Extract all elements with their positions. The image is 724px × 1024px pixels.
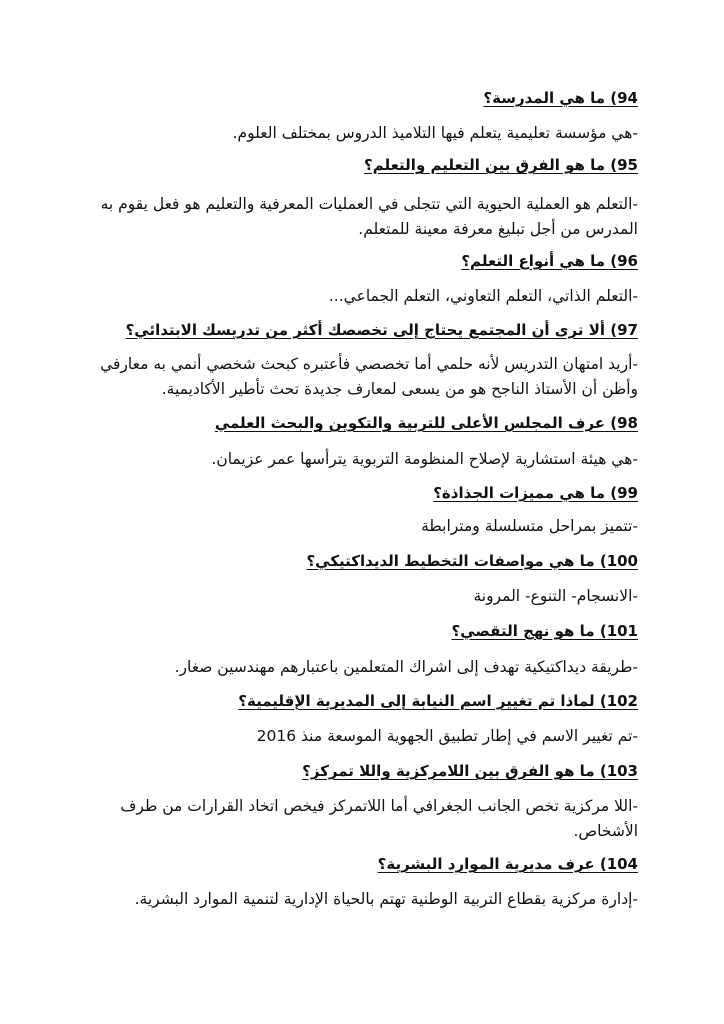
answer-97-line-2: وأظن أن الأستاذ الناجح هو من يسعى لمعارف جديدة تحث تأطير الأكاديمية. bbox=[161, 380, 638, 398]
answer-100: -الانسجام- التنوع- المرونة bbox=[473, 587, 638, 605]
question-97: 97) ألا ترى أن المجتمع يحتاج إلى تخصصك أكثر من تدريسك الابتدائي؟ bbox=[125, 321, 638, 339]
question-98: 98) عرف المجلس الأعلى للتربية والتكوين والبحث العلمي bbox=[214, 414, 638, 432]
question-102: 102) لماذا تم تغيير اسم النيابة إلى المديرية الإقليمية؟ bbox=[238, 692, 638, 710]
answer-101: -طريقة ديداكتيكية تهدف إلى اشراك المتعلمين باعتبارهم مهندسين صغار. bbox=[174, 658, 638, 676]
question-103: 103) ما هو الفرق بين اللامركزية واللا تمركز؟ bbox=[302, 762, 638, 780]
answer-98: -هي هيئة استشارية لإصلاح المنظومة التربوية يترأسها عمر عزيمان. bbox=[211, 450, 638, 468]
answer-94: -هي مؤسسة تعليمية يتعلم فيها التلاميذ الدروس بمختلف العلوم. bbox=[232, 124, 638, 142]
answer-97-line-1: -أريد امتهان التدريس لأنه حلمي أما تخصصي فأعتبره كبحث شخصي أنمي به معارفي bbox=[100, 355, 638, 373]
answer-96: -التعلم الذاتي، التعلم التعاوني، التعلم الجماعي... bbox=[328, 287, 638, 305]
question-96: 96) ما هي أنواع التعلم؟ bbox=[461, 252, 638, 270]
answer-104: -إدارة مركزية بقطاع التربية الوطنية تهتم بالحياة الإدارية لتنمية الموارد البشرية. bbox=[134, 890, 638, 908]
question-100: 100) ما هي مواصفات التخطيط الديداكتيكي؟ bbox=[306, 552, 638, 570]
question-95: 95) ما هو الفرق بين التعليم والتعلم؟ bbox=[364, 156, 638, 174]
question-104: 104) عرف مديرية الموارد البشرية؟ bbox=[377, 855, 638, 873]
answer-95-line-2: المدرس من أجل تبليغ معرفة معينة للمتعلم. bbox=[358, 220, 638, 238]
question-94: 94) ما هي المدرسة؟ bbox=[483, 89, 638, 107]
question-101: 101) ما هو نهج التقصي؟ bbox=[451, 622, 638, 640]
answer-95-line-1: -التعلم هو العملية الحيوية التي تتجلى في العمليات المعرفية والتعليم هو فعل يقوم به bbox=[100, 195, 638, 213]
answer-103-line-2: الأشخاص. bbox=[573, 822, 638, 840]
answer-103-line-1: -اللا مركزية تخص الجانب الجغرافي أما اللاتمركز فيخص اتخاد القرارات من طرف bbox=[120, 797, 638, 815]
question-99: 99) ما هي مميزات الجذاذة؟ bbox=[433, 484, 638, 502]
answer-99: -تتميز بمراحل متسلسلة ومترابطة bbox=[421, 517, 638, 535]
answer-102: -تم تغيير الاسم في إطار تطبيق الجهوية الموسعة منذ 2016 bbox=[256, 727, 638, 745]
